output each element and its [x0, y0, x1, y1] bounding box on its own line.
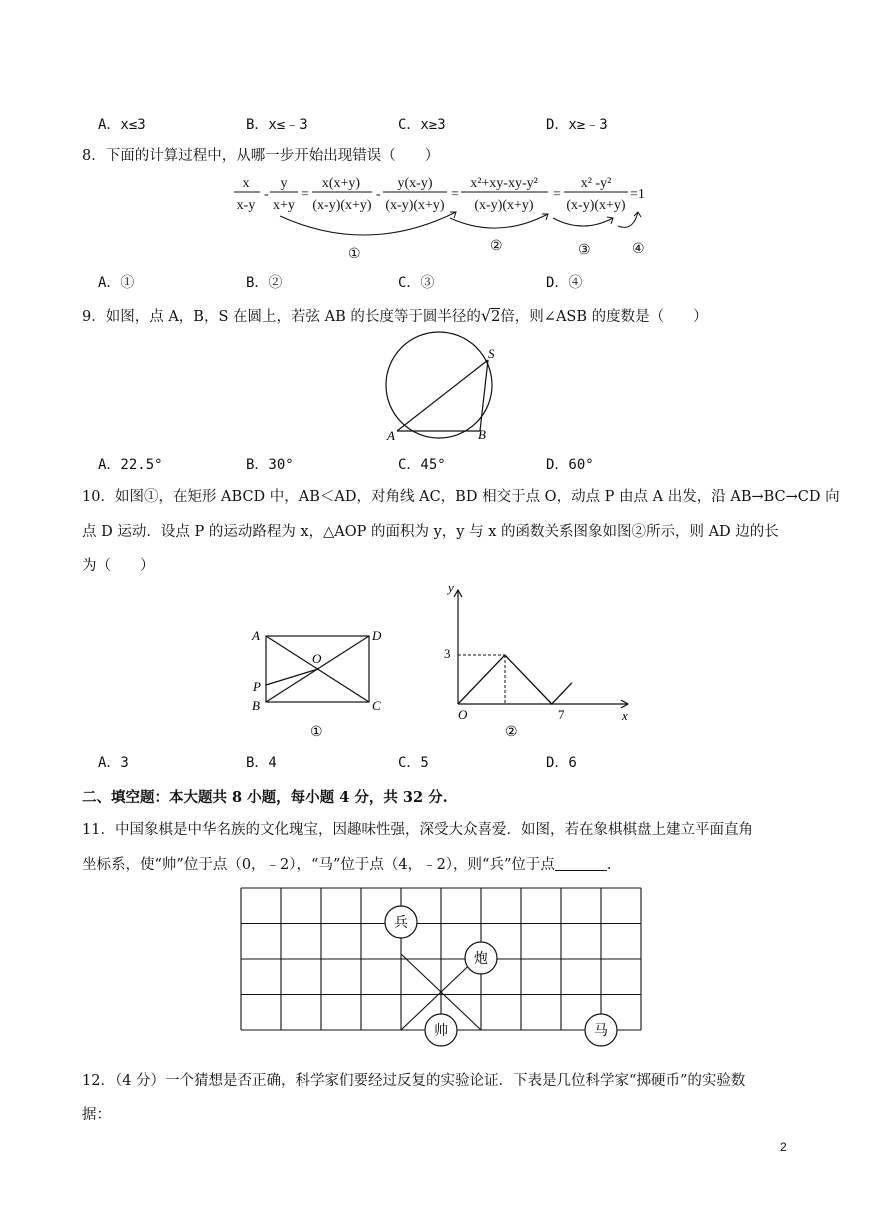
svg-text:x+y: x+y — [273, 198, 295, 213]
q7-option-d: D．x≥﹣3 — [546, 117, 608, 133]
q10-tick-3: 3 — [444, 646, 451, 661]
q7-option-a: A．x≤3 — [98, 117, 146, 133]
svg-text:=: = — [301, 187, 309, 202]
q10-rectangle-figure — [248, 624, 388, 744]
svg-text:-: - — [264, 187, 269, 202]
q10-point-p: P — [253, 679, 261, 694]
q10-axis-x: x — [622, 708, 628, 723]
svg-text:y(x-y): y(x-y) — [397, 176, 433, 191]
q9-option-a: A．22.5° — [98, 457, 163, 473]
q9-stem-post: 倍，则∠ASB 的度数是（ ） — [500, 309, 708, 325]
q10-fig1-caption: ① — [310, 725, 323, 740]
q10-point-d: D — [372, 628, 382, 643]
q11-stem-line2-end: . — [606, 857, 612, 873]
q9-circle-figure — [380, 330, 510, 445]
q8-calculation-figure — [228, 170, 658, 265]
q10-option-d: D．6 — [546, 755, 577, 771]
q10-option-a: A．3 — [98, 755, 129, 771]
q10-axis-y: y — [448, 580, 454, 595]
q11-stem-line2 — [82, 855, 612, 875]
q8-option-a: A．① — [98, 275, 135, 291]
svg-text:(x-y)(x+y): (x-y)(x+y) — [312, 198, 372, 213]
q7-option-c: C．x≥3 — [398, 117, 446, 133]
q10-point-a: A — [252, 628, 260, 643]
q9-option-b: B．30° — [246, 457, 294, 473]
q10-stem-line3: 为（ ） — [82, 558, 155, 574]
piece-ma: 马 — [594, 1024, 608, 1039]
q8-option-d: D．④ — [546, 275, 583, 291]
q9-stem-pre: 9．如图，点 A，B，S 在圆上，若弦 AB 的长度等于圆半径的 — [82, 309, 481, 325]
svg-text:x: x — [242, 176, 250, 191]
q10-point-b: B — [252, 698, 260, 713]
q11-stem-line2-text: 坐标系，使“帅”位于点（0，﹣2），“马”位于点（4，﹣2），则“兵”位于点 — [82, 857, 555, 873]
q10-option-b: B．4 — [246, 755, 277, 771]
q10-tick-7: 7 — [558, 707, 565, 722]
q9-option-d: D．60° — [546, 457, 594, 473]
piece-pao: 炮 — [474, 952, 488, 967]
q10-origin: O — [458, 707, 468, 722]
answer-blank — [555, 856, 607, 871]
page-number: 2 — [780, 1140, 787, 1154]
section-2-title: 二、填空题：本大题共 8 小题，每小题 4 分，共 32 分. — [82, 789, 448, 806]
q10-fig2-caption: ② — [505, 725, 518, 740]
svg-text:-: - — [376, 187, 381, 202]
q9-point-b: B — [478, 427, 486, 442]
svg-text:x(x+y): x(x+y) — [321, 176, 361, 191]
svg-text:y: y — [280, 176, 288, 191]
q9-option-c: C．45° — [398, 457, 446, 473]
svg-text:(x-y)(x+y): (x-y)(x+y) — [566, 198, 626, 213]
svg-text:x² -y²: x² -y² — [580, 176, 612, 191]
q9-point-s: S — [488, 346, 495, 361]
q10-function-graph — [458, 655, 572, 704]
svg-text:=: = — [553, 187, 561, 202]
q10-option-c: C．5 — [398, 755, 429, 771]
q9-point-a: A — [387, 428, 395, 443]
q8-step-4-label: ④ — [632, 242, 645, 257]
q11-stem-line1: 11．中国象棋是中华名族的文化瑰宝，因趣味性强，深受大众喜爱．如图，若在象棋棋盘上建立平面直角 — [82, 822, 753, 838]
svg-text:x-y: x-y — [236, 198, 256, 213]
piece-bing: 兵 — [394, 916, 408, 931]
chinese-chess-board — [238, 884, 648, 1050]
svg-text:x²+xy-xy-y²: x²+xy-xy-y² — [470, 176, 538, 191]
q8-step-3-label: ③ — [578, 243, 591, 258]
q8-option-b: B．② — [246, 275, 283, 291]
q10-graph-figure — [430, 578, 640, 744]
q7-option-b: B．x≤﹣3 — [246, 117, 308, 133]
q12-stem-line2: 据： — [82, 1107, 111, 1123]
svg-text:=1: =1 — [630, 187, 645, 202]
piece-shuai: 帅 — [434, 1024, 448, 1039]
q8-stem: 8．下面的计算过程中，从哪一步开始出现错误（ ） — [82, 148, 440, 164]
q10-point-o: O — [312, 651, 322, 666]
q8-step-1-label: ① — [348, 247, 361, 262]
q10-point-c: C — [372, 698, 381, 713]
svg-text:(x-y)(x+y): (x-y)(x+y) — [385, 198, 445, 213]
q9-stem — [82, 306, 708, 327]
q8-option-c: C．③ — [398, 275, 435, 291]
q12-stem-line1: 12．（4 分）一个猜想是否正确，科学家们要经过反复的实验论证．下表是几位科学家“掷硬币”的实验数 — [82, 1073, 746, 1089]
sqrt2-symbol: √2 — [480, 306, 501, 325]
q10-stem-line2: 点 D 运动．设点 P 的运动路程为 x，△AOP 的面积为 y，y 与 x 的函数关系图象如图②所示，则 AD 边的长 — [82, 524, 779, 540]
q10-stem-line1: 10．如图①，在矩形 ABCD 中，AB＜AD，对角线 AC，BD 相交于点 O，动点 P 由点 A 出发，沿 AB→BC→CD 向 — [82, 489, 840, 505]
svg-text:=: = — [451, 187, 459, 202]
svg-text:(x-y)(x+y): (x-y)(x+y) — [474, 198, 534, 213]
q8-step-2-label: ② — [490, 239, 503, 254]
